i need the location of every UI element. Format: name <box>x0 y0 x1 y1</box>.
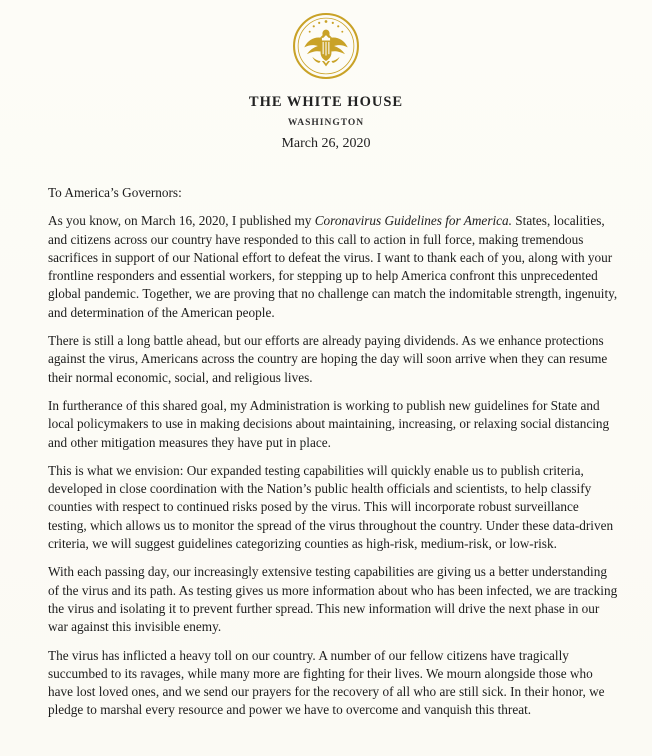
paragraph-1-intro: As you know, on March 16, 2020, I published my <box>48 213 315 229</box>
presidential-seal-icon <box>292 12 360 80</box>
paragraph-1-rest: States, localities, and citizens across our country have responded to this call to action in full force, making tremendous sacrifices in support of our National effort to defeat the virus. I want to thank each of you, along with your frontline responders and essential workers, for stepping up to help America confront this unprecedented global pandemic. Together, we are proving that no challenge can match the indomitable strength, ingenuity, and determination of the American people. <box>48 213 618 320</box>
letterhead-city: WASHINGTON <box>287 118 365 128</box>
paragraph-2: There is still a long battle ahead, but our efforts are already paying dividends. As we enhance protections against the virus, Americans across the country are hoping the day will soon arrive when they can resume their normal economic, social, and religious lives. <box>48 333 608 385</box>
salutation: To America’s Governors: <box>48 185 182 200</box>
paragraph-6: The virus has inflicted a heavy toll on our country. A number of our fellow citizens have tragically succumbed to its ravages, while many more are fighting for their lives. We mourn alongside those who have lost loved ones, and we send our prayers for the recovery of all who are still sick. In their honor, we pledge to marshal every resource and power we have to overcome and vanquish this threat. <box>48 647 605 718</box>
guidelines-title: Coronavirus Guidelines for America. <box>314 213 512 229</box>
letterhead-title: THE WHITE HOUSE <box>248 94 404 110</box>
paragraph-1 <box>48 212 620 322</box>
letter-date: March 26, 2020 <box>281 136 371 151</box>
paragraph-4: This is what we envision: Our expanded testing capabilities will quickly enable us to publish criteria, developed in close coordination with the Nation’s public health officials and scientists, to help classify counties with respect to continued risks posed by the virus. This will incorporate robust surveillance testing, which allows us to monitor the spread of the virus throughout the country. Under these data-driven criteria, we will suggest guidelines categorizing counties as high-risk, medium-risk, or low-risk. <box>48 462 614 552</box>
paragraph-5: With each passing day, our increasingly extensive testing capabilities are giving us a better understanding of the virus and its path. As testing gives us more information about who has been infected, we are tracking the virus and isolating it to prevent further spread. This new information will drive the next phase in our war against this invisible enemy. <box>48 564 618 635</box>
letter-body <box>48 184 620 730</box>
paragraph-3: In furtherance of this shared goal, my Administration is working to publish new guidelines for State and local policymakers to use in making decisions about maintaining, increasing, or relaxing social distancing and other mitigation measures they have put in place. <box>48 397 610 450</box>
